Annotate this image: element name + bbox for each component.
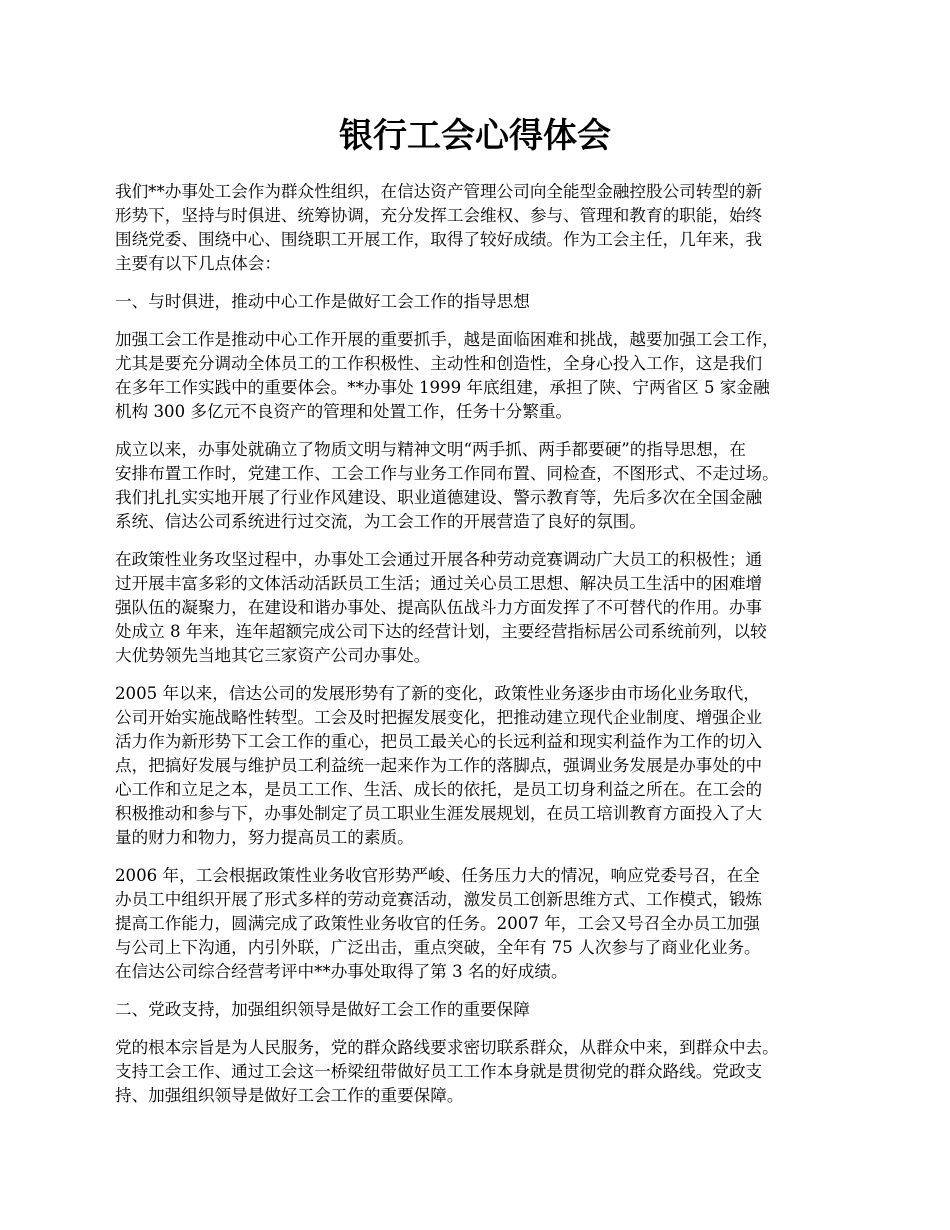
- text-line: 加强工会工作是推动中心工作开展的重要抓手，越是面临困难和挑战，越要加强工会工作，: [115, 330, 779, 349]
- body-paragraph: [115, 548, 850, 668]
- text-line: 一、与时俱进，推动中心工作是做好工会工作的指导思想: [115, 292, 530, 311]
- text-line: 处成立 8 年来，连年超额完成公司下达的经营计划，主要经营指标居公司系统前列，以较: [115, 622, 767, 641]
- text-line: 积极推动和参与下，办事处制定了员工职业生涯发展规划，在员工培训教育方面投入了大: [115, 804, 763, 823]
- text-line: 2005 年以来，信达公司的发展形势有了新的变化，政策性业务逐步由市场化业务取代，: [115, 684, 760, 703]
- text-line: 成立以来，办事处就确立了物质文明与精神文明“两手抓、两手都要硬”的指导思想，在: [115, 440, 746, 459]
- text-line: 点，把搞好发展与维护员工利益统一起来作为工作的落脚点，强调业务发展是办事处的中: [115, 756, 763, 775]
- text-line: 活力作为新形势下工会工作的重心，把员工最关心的长远利益和现实利益作为工作的切入: [115, 732, 763, 751]
- text-line: 过开展丰富多彩的文体活动活跃员工生活；通过关心员工思想、解决员工生活中的困难增: [115, 574, 763, 593]
- text-line: 尤其是要充分调动全体员工的工作积极性、主动性和创造性，全身心投入工作，这是我们: [115, 354, 763, 373]
- document-body: [115, 180, 850, 1122]
- body-paragraph: [115, 180, 850, 276]
- section-heading: [115, 998, 850, 1022]
- text-line: 大优势领先当地其它三家资产公司办事处。: [115, 646, 431, 665]
- text-line: 党的根本宗旨是为人民服务，党的群众路线要求密切联系群众，从群众中来，到群众中去。: [115, 1038, 779, 1057]
- text-line: 系统、信达公司系统进行过交流，为工会工作的开展营造了良好的氛围。: [115, 512, 646, 531]
- body-paragraph: [115, 328, 850, 424]
- text-line: 持、加强组织领导是做好工会工作的重要保障。: [115, 1086, 464, 1105]
- text-line: 2006 年，工会根据政策性业务收官形势严峻、任务压力大的情况，响应党委号召，在全: [115, 866, 760, 885]
- section-heading: [115, 290, 850, 314]
- text-line: 提高工作能力，圆满完成了政策性业务收官的任务。2007 年，工会又号召全办员工加强: [115, 914, 760, 933]
- text-line: 我们**办事处工会作为群众性组织，在信达资产管理公司向全能型金融控股公司转型的新: [115, 182, 763, 201]
- text-line: 支持工会工作、通过工会这一桥梁纽带做好员工工作本身就是贯彻党的群众路线。党政支: [115, 1062, 763, 1081]
- text-line: 在信达公司综合经营考评中**办事处取得了第 3 名的好成绩。: [115, 962, 568, 981]
- document-title: 银行工会心得体会: [339, 116, 611, 156]
- body-paragraph: [115, 1036, 850, 1108]
- body-paragraph: [115, 864, 850, 984]
- text-line: 二、党政支持，加强组织领导是做好工会工作的重要保障: [115, 1000, 530, 1019]
- text-line: 与公司上下沟通，内引外联，广泛出击，重点突破，全年有 75 人次参与了商业化业务。: [115, 938, 761, 957]
- text-line: 量的财力和物力，努力提高员工的素质。: [115, 828, 414, 847]
- text-line: 围绕党委、围绕中心、围绕职工开展工作，取得了较好成绩。作为工会主任，几年来，我: [115, 230, 763, 249]
- text-line: 在多年工作实践中的重要体会。**办事处 1999 年底组建，承担了陕、宁两省区 5 家金融: [115, 378, 770, 397]
- text-line: 公司开始实施战略性转型。工会及时把握发展变化，把推动建立现代企业制度、增强企业: [115, 708, 763, 727]
- text-line: 我们扎扎实实地开展了行业作风建设、职业道德建设、警示教育等，先后多次在全国金融: [115, 488, 763, 507]
- text-line: 形势下，坚持与时俱进、统筹协调，充分发挥工会维权、参与、管理和教育的职能，始终: [115, 206, 763, 225]
- text-line: 办员工中组织开展了形式多样的劳动竞赛活动，激发员工创新思维方式、工作模式，锻炼: [115, 890, 763, 909]
- body-paragraph: [115, 438, 850, 534]
- text-line: 安排布置工作时，党建工作、工会工作与业务工作同布置、同检查，不图形式、不走过场。: [115, 464, 779, 483]
- text-line: 心工作和立足之本，是员工工作、生活、成长的依托，是员工切身利益之所在。在工会的: [115, 780, 763, 799]
- body-paragraph: [115, 682, 850, 850]
- text-line: 主要有以下几点体会：: [115, 254, 281, 273]
- text-line: 强队伍的凝聚力，在建设和谐办事处、提高队伍战斗力方面发挥了不可替代的作用。办事: [115, 598, 763, 617]
- text-line: 在政策性业务攻坚过程中，办事处工会通过开展各种劳动竞赛调动广大员工的积极性；通: [115, 550, 763, 569]
- text-line: 机构 300 多亿元不良资产的管理和处置工作，任务十分繁重。: [115, 402, 573, 421]
